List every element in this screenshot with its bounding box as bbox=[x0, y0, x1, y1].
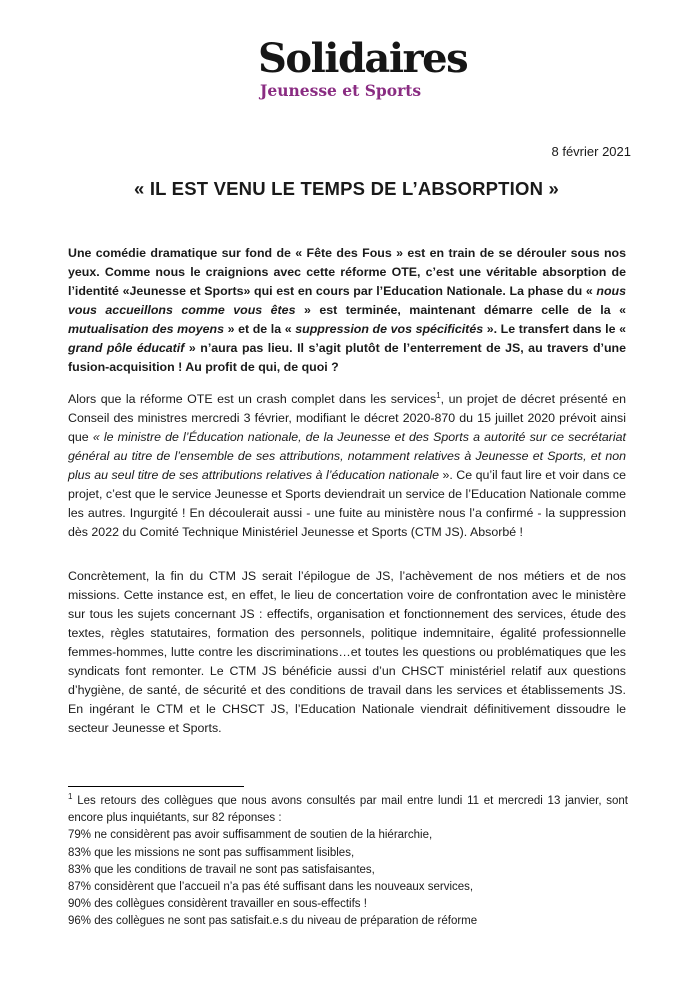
footnote-marker: 1 bbox=[68, 792, 73, 802]
footnote-line: 79% ne considèrent pas avoir suffisamment de soutien de la hiérarchie, bbox=[68, 829, 433, 842]
body-paragraph-2: Concrètement, la fin du CTM JS serait l’épilogue de JS, l’achèvement de nos métiers et de nos missions. Cette instance est, en effet, le lieu de concertation voire de confrontation avec le ministère sur tous les sujets concernant JS : effectifs, organisation et fonctionnement des services, étude des textes, règles statutaires, formation des personnels, politique indemnitaire, égalité professionnelle femmes-hommes, lutte contre les discriminations…et toutes les questions ou problématiques que les syndicats font remonter. Le CTM JS bénéficie aussi d’un CHSCT ministériel relatif aux questions d’hygiène, de santé, de sécurité et des conditions de travail dans les services et établissements JS. En ingérant le CTM et le CHSCT JS, l’Education Nationale viendrait définitivement dissoudre le secteur Jeunesse et Sports. bbox=[68, 569, 626, 735]
intro-text: » et de la « bbox=[223, 322, 296, 336]
footnote-line: 83% que les missions ne sont pas suffisamment lisibles, bbox=[68, 846, 355, 859]
footnote-line: 87% considèrent que l’accueil n’a pas été suffisant dans les nouveaux services, bbox=[68, 881, 474, 894]
intro-paragraph bbox=[68, 244, 626, 377]
document-date: 8 février 2021 bbox=[551, 144, 631, 159]
intro-quote: mutualisation des moyens bbox=[68, 322, 224, 336]
footnote-intro bbox=[68, 793, 628, 827]
document-title: « IL EST VENU LE TEMPS DE L’ABSORPTION » bbox=[133, 178, 559, 199]
decree-quote: « le ministre de l’Éducation nationale, de la Jeunesse et des Sports a autorité sur ce secrétariat général au titre de l’ensemble de ses attributions, notamment relatives à Jeunesse et Sports, et non plus au seul titre de ses attributions relatives à l’éducation nationale bbox=[68, 430, 626, 482]
intro-text: » est terminée, maintenant démarre celle de la « bbox=[295, 303, 626, 317]
intro-quote: suppression de vos spécificités bbox=[295, 322, 484, 336]
intro-quote: nous vous accueillons comme vous êtes bbox=[68, 284, 626, 317]
para-text: ». Ce qu’il faut lire et voir dans ce projet, c’est que le service Jeunesse et Sports deviendrait un service de l’Education Nationale comme les autres. Ingurgité ! En découlerait aussi - une fuite au ministère nous l’a confirmé - la suppression dès 2022 du Comité Technique Ministériel Jeunesse et Sports (CTM JS). Absorbé ! bbox=[68, 468, 626, 539]
footnote-line: 83% que les conditions de travail ne sont pas satisfaisantes, bbox=[68, 863, 375, 876]
logo-subtitle: Jeunesse et Sports bbox=[260, 81, 422, 100]
footnote-line: 90% des collègues considèrent travailler en sous-effectifs ! bbox=[68, 898, 367, 911]
intro-text: » n’aura pas lieu. Il s’agit plutôt de l’enterrement de JS, au travers d’une fusion-acquisition ! Au profit de qui, de quoi ? bbox=[68, 341, 626, 374]
footnote-line: 96% des collègues ne sont pas satisfait.e.s du niveau de préparation de réforme bbox=[68, 915, 478, 928]
body-paragraph-1 bbox=[68, 390, 626, 542]
solidaires-logo bbox=[258, 35, 468, 104]
intro-text: Une comédie dramatique sur fond de « Fête des Fous » est en train de se dérouler sous nos yeux. Comme nous le craignions avec cette réforme OTE, c’est une véritable absorption de l’identité «Jeunesse et Sports» qui est en cours par l’Education Nationale. La phase du « bbox=[68, 246, 626, 298]
intro-quote: grand pôle éducatif bbox=[68, 341, 185, 355]
para-text: Alors que la réforme OTE est un crash complet dans les services bbox=[68, 392, 437, 406]
footnote-reference[interactable]: 1 bbox=[436, 390, 441, 400]
footnote-intro-text: Les retours des collègues que nous avons consultés par mail entre lundi 11 et mercredi 13 janvier, sont encore plus inquiétants, sur 82 réponses : bbox=[68, 795, 628, 825]
para-text: , un projet de décret présenté en Conseil des ministres mercredi 3 février, modifiant le décret 2020-870 du 15 juillet 2020 prévoit ainsi que bbox=[68, 392, 626, 444]
footnote-separator bbox=[68, 786, 244, 787]
intro-text: ». Le transfert dans le « bbox=[483, 322, 627, 336]
footnote bbox=[68, 793, 628, 931]
logo-wordmark: Solidaires bbox=[258, 35, 468, 82]
